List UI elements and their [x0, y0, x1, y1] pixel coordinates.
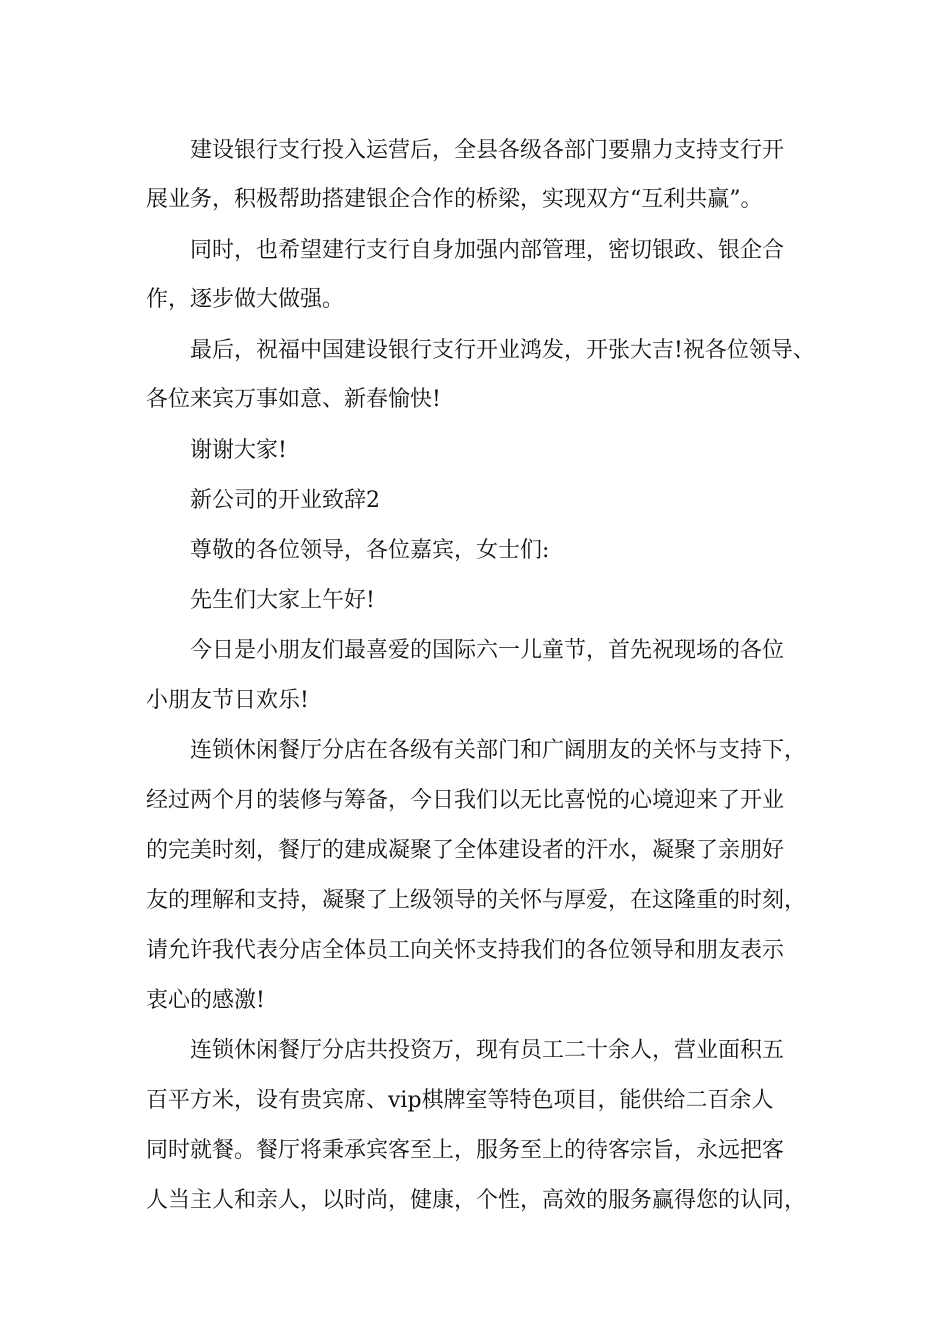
text-line: 连锁休闲餐厅分店共投资万，现有员工二十余人，营业面积五 [190, 1038, 785, 1063]
text-line: 各位来宾万事如意、新春愉快! [146, 387, 441, 412]
text-line: 连锁休闲餐厅分店在各级有关部门和广阔朋友的关怀与支持下， [190, 738, 807, 763]
text-line: 展业务，积极帮助搭建银企合作的桥梁，实现双方“互利共赢”。 [146, 187, 763, 212]
text-line: 人当主人和亲人，以时尚，健康，个性，高效的服务赢得您的认同， [146, 1188, 807, 1213]
text-line: 同时，也希望建行支行自身加强内部管理，密切银政、银企合 [190, 238, 785, 263]
text-line: 作，逐步做大做强。 [146, 287, 345, 312]
text-line: 请允许我代表分店全体员工向关怀支持我们的各位领导和朋友表示 [146, 938, 785, 963]
text-line: 同时就餐。餐厅将秉承宾客至上，服务至上的待客宗旨，永远把客 [146, 1138, 785, 1163]
text-line: 衷心的感激! [146, 988, 265, 1013]
text-line: 友的理解和支持，凝聚了上级领导的关怀与厚爱，在这隆重的时刻， [146, 888, 807, 913]
text-line: 经过两个月的装修与筹备，今日我们以无比喜悦的心境迎来了开业 [146, 788, 785, 813]
text-line: 今日是小朋友们最喜爱的国际六一儿童节，首先祝现场的各位 [190, 638, 785, 663]
text-line: 百平方米，设有贵宾席、vip棋牌室等特色项目，能供给二百余人 [146, 1088, 774, 1113]
text-line: 谢谢大家! [190, 438, 287, 463]
text-line: 先生们大家上午好! [190, 588, 375, 613]
text-line: 尊敬的各位领导，各位嘉宾，女士们: [190, 538, 550, 563]
text-line: 小朋友节日欢乐! [146, 688, 309, 713]
text-line: 的完美时刻，餐厅的建成凝聚了全体建设者的汗水，凝聚了亲朋好 [146, 838, 785, 863]
text-line: 最后，祝福中国建设银行支行开业鸿发，开张大吉!祝各位领导、 [190, 338, 815, 363]
section-heading: 新公司的开业致辞2 [190, 488, 380, 513]
text-line: 建设银行支行投入运营后，全县各级各部门要鼎力支持支行开 [190, 138, 785, 163]
